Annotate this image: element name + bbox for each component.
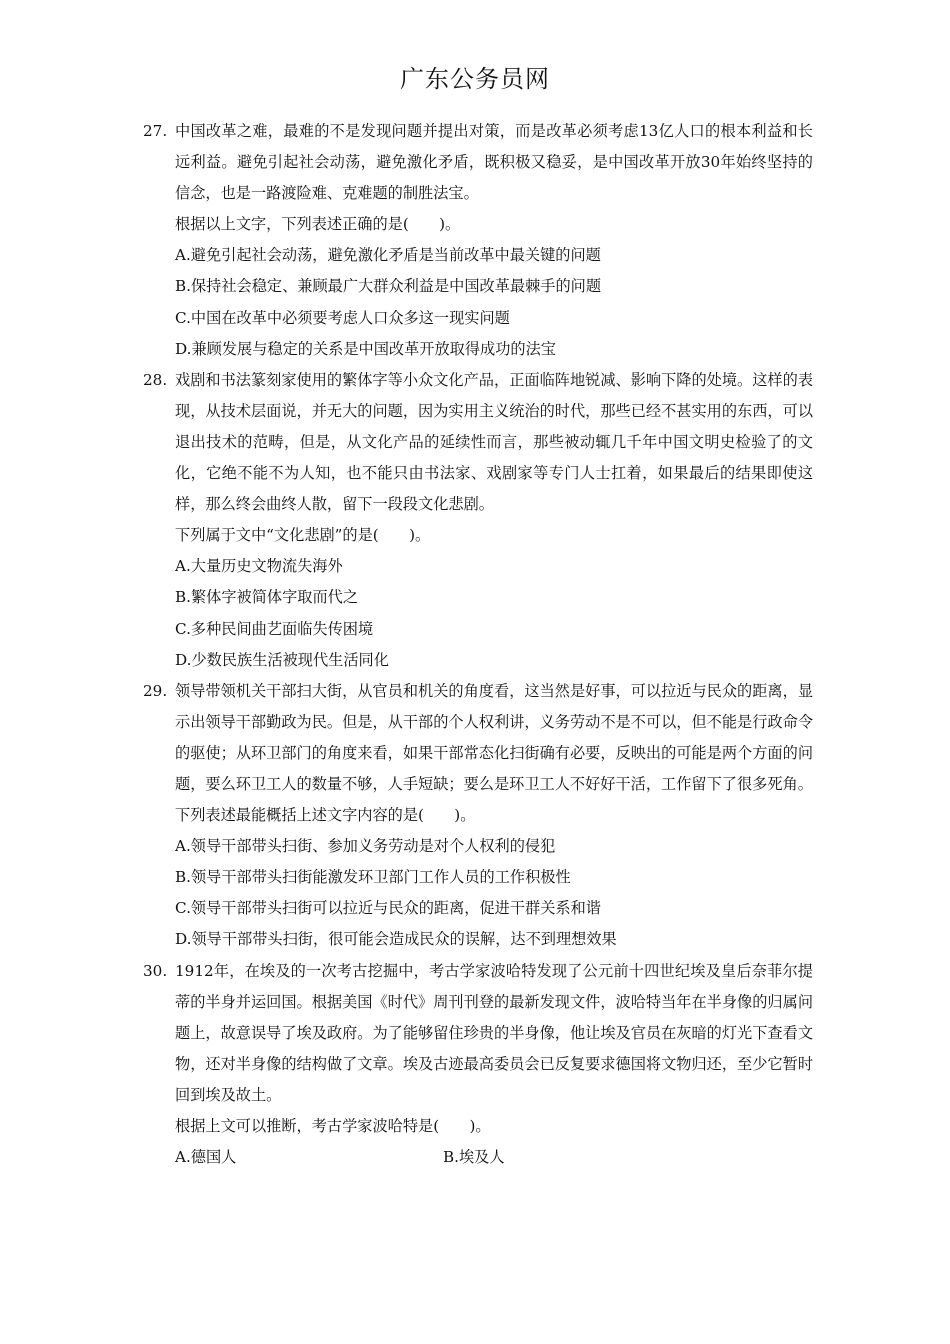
option-d: D.领导干部带头扫街，很可能会造成民众的误解，达不到理想效果 (175, 930, 617, 949)
question-text: 戏剧和书法篆刻家使用的繁体字等小众文化产品，正面临阵地锐减、影响下降的处境。这样的表现，从技术层面说，并无大的问题，因为实用主义统治的时代，那些已经不甚实用的东西，可以退出技术的范畴，但是，从文化产品的延续性而言，那些被动辄几千年中国文明史检验了的文化，它绝不能不为人知，也不能只由书法家、戏剧家等专门人士扛着，如果最后的结果即使这样，那么终会曲终人散，留下一段段文化悲剧。 (175, 370, 813, 514)
question-27 (143, 116, 813, 365)
question-stem (143, 676, 813, 800)
question-stem (143, 116, 813, 209)
option-d: D.少数民族生活被现代生活同化 (175, 650, 389, 669)
question-30 (143, 956, 813, 1174)
question-stem (143, 956, 813, 1111)
option-b: B.埃及人 (443, 1148, 505, 1167)
question-text: 1912年，在埃及的一次考古挖掘中，考古学家波哈特发现了公元前十四世纪埃及皇后奈菲尔提蒂的半身并运回国。根据美国《时代》周刊刊登的最新发现文件，波哈特当年在半身像的归属问题上，故意误导了埃及政府。为了能够留住珍贵的半身像，他让埃及官员在灰暗的灯光下查看文物，还对半身像的结构做了文章。埃及古迹最高委员会已反复要求德国将文物归还，至少它暂时回到埃及故土。 (175, 961, 813, 1104)
option-c: C.领导干部带头扫街可以拉近与民众的距离，促进干群关系和谐 (175, 899, 601, 918)
option-a: A.德国人 (175, 1148, 237, 1167)
option-b: B.保持社会稳定、兼顾最广大群众利益是中国改革最棘手的问题 (175, 277, 602, 296)
question-prompt: 下列表述最能概括上述文字内容的是( )。 (175, 806, 476, 825)
option-a: A.避免引起社会动荡，避免激化矛盾是当前改革中最关键的问题 (175, 246, 601, 265)
option-d: D.兼顾发展与稳定的关系是中国改革开放取得成功的法宝 (175, 339, 556, 358)
question-number: 28. (143, 370, 168, 389)
question-text: 中国改革之难，最难的不是发现问题并提出对策，而是改革必须考虑13亿人口的根本利益和长远利益。避免引起社会动荡，避免激化矛盾，既积极又稳妥，是中国改革开放30年始终坚持的信念，也是一路渡险难、克难题的制胜法宝。 (175, 122, 813, 203)
option-b: B.领导干部带头扫街能激发环卫部门工作人员的工作积极性 (175, 868, 571, 887)
question-stem (143, 365, 813, 520)
question-prompt: 根据以上文字，下列表述正确的是( )。 (175, 215, 461, 234)
option-c: C.多种民间曲艺面临失传困境 (175, 619, 374, 638)
question-prompt: 下列属于文中“文化悲剧”的是( )。 (175, 526, 431, 545)
page-header-title: 广东公务员网 (400, 65, 550, 93)
option-b: B.繁体字被简体字取而代之 (175, 588, 359, 607)
question-list (143, 116, 813, 1173)
question-number: 30. (143, 961, 168, 980)
question-number: 27. (143, 122, 168, 140)
option-c: C.中国在改革中必须要考虑人口众多这一现实问题 (175, 308, 510, 327)
question-28 (143, 365, 813, 676)
question-prompt: 根据上文可以推断，考古学家波哈特是( )。 (175, 1117, 491, 1135)
option-row (143, 1142, 813, 1173)
option-a: A.领导干部带头扫街、参加义务劳动是对个人权利的侵犯 (175, 837, 556, 856)
question-29 (143, 676, 813, 956)
question-text: 领导带领机关干部扫大街，从官员和机关的角度看，这当然是好事，可以拉近与民众的距离，显示出领导干部勤政为民。但是，从干部的个人权利讲，义务劳动不是不可以，但不能是行政命令的驱使；从环卫部门的角度来看，如果干部常态化扫街确有必要，反映出的可能是两个方面的问题，要么环卫工人的数量不够，人手短缺；要么是环卫工人不好好干活，工作留下了很多死角。 (175, 681, 813, 793)
option-a: A.大量历史文物流失海外 (175, 557, 343, 576)
question-number: 29. (143, 681, 168, 700)
